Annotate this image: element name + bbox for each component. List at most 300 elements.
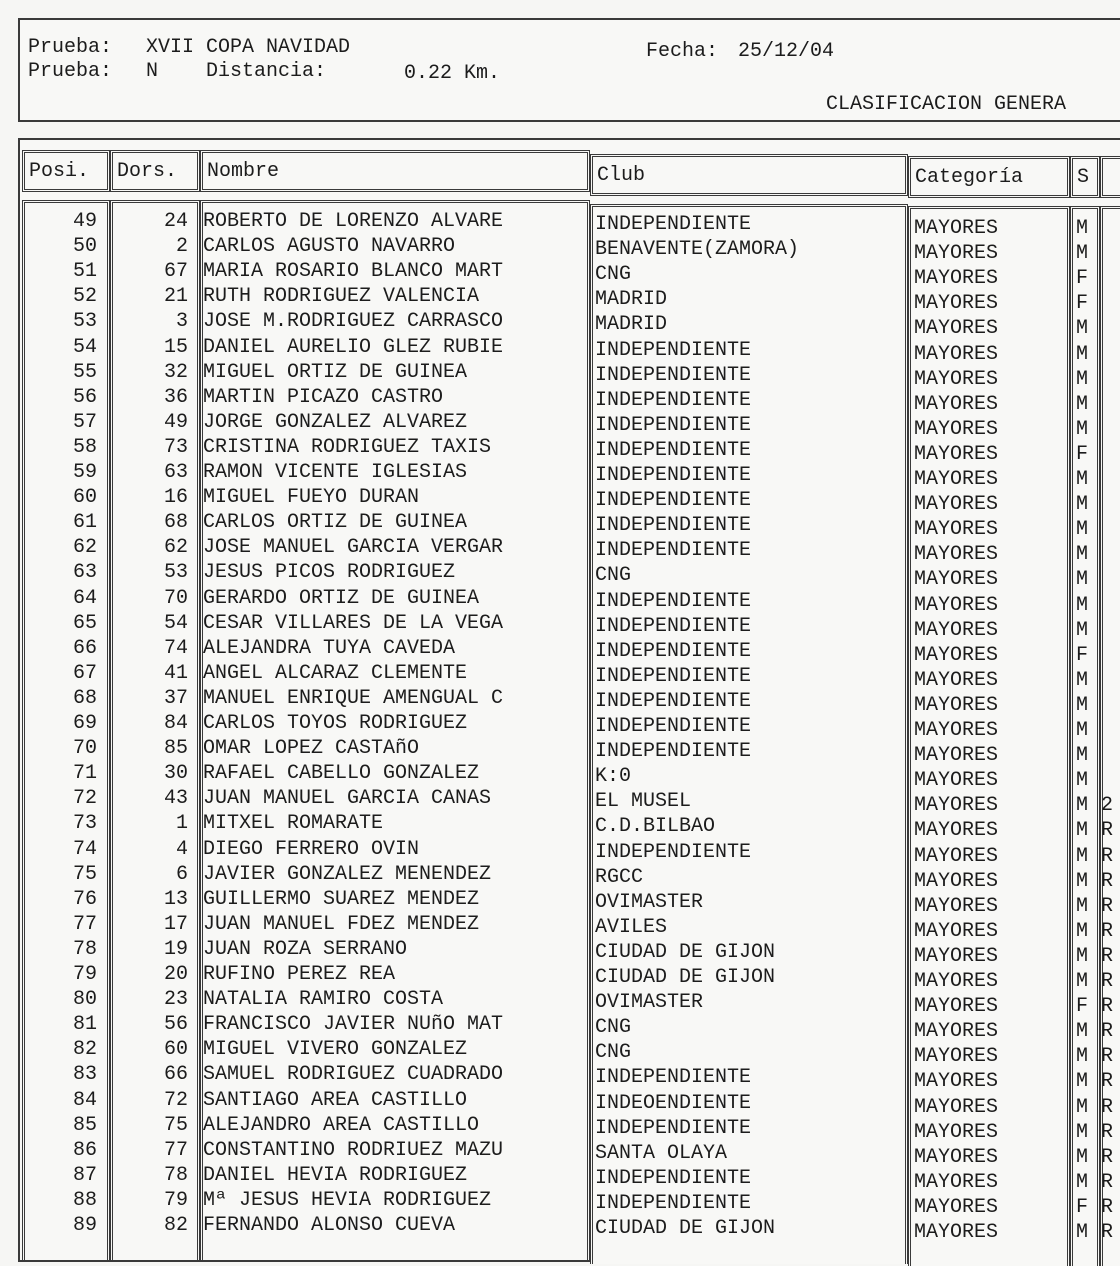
- name-cell: GERARDO ORTIZ DE GUINEA: [203, 586, 480, 610]
- table-row: [0, 285, 1120, 316]
- club-cell: CNG: [595, 564, 632, 588]
- category-cell: MAYORES: [914, 1020, 999, 1044]
- name-cell: JAVIER GONZALEZ MENENDEZ: [203, 862, 492, 886]
- dorsal-cell: 68: [163, 511, 188, 535]
- club-cell: INDEPENDIENTE: [595, 413, 752, 437]
- category-cell: MAYORES: [914, 643, 999, 667]
- club-cell: EL MUSEL: [595, 790, 692, 814]
- club-cell: CIUDAD DE GIJON: [595, 966, 776, 989]
- table-row: [0, 1188, 1120, 1219]
- sex-cell: M: [1076, 518, 1089, 542]
- dorsal-cell: 16: [163, 486, 188, 510]
- position-cell: 79: [72, 963, 97, 986]
- table-row: [0, 636, 1120, 667]
- extra-cell: R: [1101, 1195, 1114, 1219]
- extra-cell: R: [1101, 995, 1114, 1019]
- dorsal-cell: 36: [163, 385, 188, 409]
- extra-cell: R: [1101, 1020, 1114, 1044]
- table-row: [0, 511, 1120, 542]
- club-cell: MADRID: [595, 288, 668, 312]
- table-row: [0, 461, 1120, 491]
- table-row: [0, 937, 1120, 968]
- club-cell: INDEPENDIENTE: [595, 338, 752, 362]
- position-cell: 68: [72, 686, 97, 710]
- table-row: [0, 837, 1120, 868]
- position-cell: 50: [72, 235, 97, 259]
- table-row: [0, 1088, 1120, 1119]
- position-cell: 54: [72, 335, 97, 359]
- category-cell: MAYORES: [914, 1095, 999, 1119]
- sex-cell: M: [1076, 367, 1089, 391]
- sex-cell: F: [1076, 292, 1089, 316]
- dorsal-cell: 17: [163, 912, 188, 936]
- club-cell: OVIMASTER: [595, 890, 704, 914]
- dorsal-cell: 66: [163, 1063, 188, 1087]
- sex-cell: M: [1076, 493, 1089, 517]
- sex-cell: M: [1076, 719, 1089, 742]
- category-cell: MAYORES: [914, 894, 999, 918]
- extra-cell: R: [1101, 1221, 1114, 1244]
- sex-cell: M: [1076, 744, 1089, 768]
- club-cell: INDEPENDIENTE: [595, 715, 752, 738]
- dorsal-cell: 84: [163, 712, 188, 735]
- dorsal-cell: 43: [163, 787, 188, 811]
- extra-cell: R: [1101, 1095, 1114, 1119]
- club-cell: INDEPENDIENTE: [595, 539, 752, 563]
- sex-cell: M: [1076, 1170, 1089, 1194]
- club-cell: INDEPENDIENTE: [595, 1066, 752, 1090]
- sex-cell: M: [1076, 769, 1089, 793]
- table-row: [0, 1163, 1120, 1194]
- table-row: [0, 1214, 1120, 1244]
- position-cell: 52: [72, 285, 97, 309]
- extra-cell: R: [1101, 1120, 1114, 1144]
- sex-cell: M: [1076, 468, 1089, 491]
- name-cell: NATALIA RAMIRO COSTA: [203, 988, 444, 1012]
- sex-cell: F: [1076, 442, 1089, 466]
- table-row: [0, 762, 1120, 793]
- name-cell: Mª JESUS HEVIA RODRIGUEZ: [203, 1188, 492, 1212]
- category-cell: MAYORES: [914, 317, 999, 341]
- category-cell: MAYORES: [914, 919, 999, 943]
- category-cell: MAYORES: [914, 593, 999, 617]
- table-row: [0, 1113, 1120, 1144]
- category-cell: MAYORES: [914, 719, 999, 742]
- dorsal-cell: 82: [163, 1214, 188, 1237]
- sex-cell: M: [1076, 1070, 1089, 1094]
- name-cell: JOSE M.RODRIGUEZ CARRASCO: [203, 310, 504, 334]
- column-header-categoria: Categoría: [908, 156, 1070, 198]
- category-cell: MAYORES: [914, 618, 999, 642]
- dorsal-cell: 23: [163, 988, 188, 1012]
- position-cell: 60: [72, 486, 97, 510]
- table-row: [0, 1063, 1120, 1094]
- position-cell: 80: [72, 988, 97, 1012]
- dorsal-cell: 75: [163, 1113, 188, 1137]
- table-row: [0, 963, 1120, 993]
- dorsal-cell: 62: [163, 536, 188, 560]
- sex-cell: M: [1076, 970, 1089, 993]
- position-cell: 65: [72, 611, 97, 635]
- table-row: [0, 360, 1120, 391]
- position-cell: 59: [72, 461, 97, 484]
- position-cell: 88: [72, 1188, 97, 1212]
- prueba-label-2: Prueba:: [28, 60, 113, 83]
- sex-cell: M: [1076, 1221, 1089, 1244]
- name-cell: DANIEL AURELIO GLEZ RUBIE: [203, 335, 504, 359]
- category-cell: MAYORES: [914, 693, 999, 717]
- position-cell: 64: [72, 586, 97, 610]
- name-cell: CESAR VILLARES DE LA VEGA: [203, 611, 504, 635]
- table-row: [0, 988, 1120, 1019]
- sex-cell: M: [1076, 1045, 1089, 1069]
- name-cell: MARTIN PICAZO CASTRO: [203, 385, 444, 409]
- sex-cell: M: [1076, 593, 1089, 617]
- extra-cell: R: [1101, 844, 1114, 868]
- category-cell: MAYORES: [914, 1170, 999, 1194]
- name-cell: ALEJANDRO AREA CASTILLO: [203, 1113, 480, 1137]
- dorsal-cell: 72: [163, 1088, 188, 1112]
- dorsal-cell: 15: [163, 335, 188, 359]
- club-cell: AVILES: [595, 915, 668, 939]
- category-cell: MAYORES: [914, 1145, 999, 1169]
- sex-cell: M: [1076, 944, 1089, 968]
- club-cell: CNG: [595, 1016, 632, 1040]
- club-cell: INDEPENDIENTE: [595, 639, 752, 663]
- sex-cell: M: [1076, 919, 1089, 943]
- category-cell: MAYORES: [914, 819, 999, 843]
- name-cell: FRANCISCO JAVIER NUñO MAT: [203, 1013, 504, 1037]
- extra-cell: R: [1101, 970, 1114, 993]
- dorsal-cell: 73: [163, 435, 188, 459]
- column-header-nombre: Nombre: [200, 150, 590, 192]
- extra-cell: R: [1101, 894, 1114, 918]
- position-cell: 53: [72, 310, 97, 334]
- position-cell: 71: [72, 762, 97, 786]
- extra-cell: R: [1101, 1145, 1114, 1169]
- dorsal-cell: 2: [175, 235, 188, 259]
- table-row: [0, 335, 1120, 366]
- extra-cell: R: [1101, 869, 1114, 893]
- name-cell: JESUS PICOS RODRIGUEZ: [203, 561, 456, 585]
- category-cell: MAYORES: [914, 970, 999, 993]
- sex-cell: M: [1076, 342, 1089, 366]
- dorsal-cell: 4: [175, 837, 188, 861]
- sex-cell: M: [1076, 618, 1089, 642]
- position-cell: 74: [72, 837, 97, 861]
- table-row: [0, 912, 1120, 943]
- sex-cell: M: [1076, 417, 1089, 441]
- sex-cell: M: [1076, 568, 1089, 592]
- sex-cell: M: [1076, 1120, 1089, 1144]
- table-row: [0, 787, 1120, 818]
- name-cell: CARLOS AGUSTO NAVARRO: [203, 235, 456, 259]
- table-row: [0, 712, 1120, 742]
- position-cell: 62: [72, 536, 97, 560]
- position-cell: 81: [72, 1013, 97, 1037]
- name-cell: RUFINO PEREZ REA: [203, 963, 396, 986]
- dorsal-cell: 70: [163, 586, 188, 610]
- position-cell: 63: [72, 561, 97, 585]
- club-cell: INDEPENDIENTE: [595, 589, 752, 613]
- table-row: [0, 586, 1120, 617]
- name-cell: ROBERTO DE LORENZO ALVARE: [203, 210, 504, 233]
- table-row: [0, 661, 1120, 692]
- extra-cell: R: [1101, 1070, 1114, 1094]
- position-cell: 67: [72, 661, 97, 685]
- club-cell: INDEPENDIENTE: [595, 689, 752, 713]
- dorsal-cell: 54: [163, 611, 188, 635]
- section-title: CLASIFICACION GENERA: [826, 93, 1067, 116]
- category-cell: MAYORES: [914, 1221, 999, 1244]
- race-distance: 0.22 Km.: [404, 62, 501, 85]
- name-cell: RAMON VICENTE IGLESIAS: [203, 461, 468, 484]
- name-cell: JUAN MANUEL GARCIA CANAS: [203, 787, 492, 811]
- sex-cell: M: [1076, 1145, 1089, 1169]
- category-cell: MAYORES: [914, 995, 999, 1019]
- club-cell: INDEPENDIENTE: [595, 840, 752, 864]
- club-cell: INDEPENDIENTE: [595, 363, 752, 387]
- table-row: [0, 737, 1120, 768]
- name-cell: CRISTINA RODRIGUEZ TAXIS: [203, 435, 492, 459]
- table-row: [0, 310, 1120, 341]
- category-cell: MAYORES: [914, 568, 999, 592]
- dorsal-cell: 6: [175, 862, 188, 886]
- sex-cell: F: [1076, 1195, 1089, 1219]
- name-cell: ALEJANDRA TUYA CAVEDA: [203, 636, 456, 660]
- category-cell: MAYORES: [914, 342, 999, 366]
- category-cell: MAYORES: [914, 1070, 999, 1094]
- name-cell: JUAN MANUEL FDEZ MENDEZ: [203, 912, 480, 936]
- name-cell: DIEGO FERRERO OVIN: [203, 837, 420, 861]
- sex-cell: M: [1076, 217, 1089, 240]
- dorsal-cell: 41: [163, 661, 188, 685]
- table-row: [0, 410, 1120, 441]
- sex-cell: F: [1076, 267, 1089, 291]
- race-date: 25/12/04: [738, 40, 835, 63]
- position-cell: 73: [72, 812, 97, 836]
- position-cell: 55: [72, 360, 97, 384]
- sex-cell: M: [1076, 317, 1089, 341]
- category-cell: MAYORES: [914, 442, 999, 466]
- category-cell: MAYORES: [914, 869, 999, 893]
- extra-cell: R: [1101, 819, 1114, 843]
- name-cell: CONSTANTINO RODRIUEZ MAZU: [203, 1138, 504, 1162]
- extra-cell: R: [1101, 919, 1114, 943]
- table-row: [0, 611, 1120, 642]
- dorsal-cell: 32: [163, 360, 188, 384]
- category-cell: MAYORES: [914, 417, 999, 441]
- club-cell: INDEPENDIENTE: [595, 1191, 752, 1215]
- column-header-posicion: Posi.: [22, 150, 110, 192]
- sex-cell: M: [1076, 844, 1089, 868]
- dorsal-cell: 24: [163, 210, 188, 233]
- club-cell: INDEPENDIENTE: [595, 464, 752, 487]
- sex-cell: M: [1076, 1020, 1089, 1044]
- club-cell: INDEPENDIENTE: [595, 213, 752, 236]
- category-cell: MAYORES: [914, 744, 999, 768]
- sex-cell: M: [1076, 392, 1089, 416]
- category-cell: MAYORES: [914, 668, 999, 692]
- position-cell: 76: [72, 887, 97, 911]
- table-row: [0, 235, 1120, 266]
- club-cell: CNG: [595, 263, 632, 287]
- position-cell: 86: [72, 1138, 97, 1162]
- category-cell: MAYORES: [914, 844, 999, 868]
- table-row: [0, 812, 1120, 843]
- category-cell: MAYORES: [914, 543, 999, 567]
- category-cell: MAYORES: [914, 518, 999, 542]
- category-cell: MAYORES: [914, 267, 999, 291]
- category-cell: MAYORES: [914, 292, 999, 316]
- club-cell: INDEPENDIENTE: [595, 514, 752, 538]
- table-row: [0, 1013, 1120, 1044]
- position-cell: 57: [72, 410, 97, 434]
- club-cell: INDEPENDIENTE: [595, 489, 752, 513]
- name-cell: MIGUEL ORTIZ DE GUINEA: [203, 360, 468, 384]
- dorsal-cell: 37: [163, 686, 188, 710]
- name-cell: MITXEL ROMARATE: [203, 812, 384, 836]
- category-cell: MAYORES: [914, 794, 999, 818]
- position-cell: 61: [72, 511, 97, 535]
- dorsal-cell: 21: [163, 285, 188, 309]
- club-cell: RGCC: [595, 865, 644, 889]
- position-cell: 77: [72, 912, 97, 936]
- extra-cell: R: [1101, 1045, 1114, 1069]
- category-cell: MAYORES: [914, 367, 999, 391]
- position-cell: 75: [72, 862, 97, 886]
- table-row: [0, 862, 1120, 893]
- name-cell: FERNANDO ALONSO CUEVA: [203, 1214, 456, 1237]
- dorsal-cell: 56: [163, 1013, 188, 1037]
- sex-cell: M: [1076, 794, 1089, 818]
- name-cell: JUAN ROZA SERRANO: [203, 937, 408, 961]
- table-row: [0, 260, 1120, 291]
- name-cell: JORGE GONZALEZ ALVAREZ: [203, 410, 468, 434]
- dorsal-cell: 67: [163, 260, 188, 284]
- position-cell: 84: [72, 1088, 97, 1112]
- club-cell: INDEPENDIENTE: [595, 1166, 752, 1190]
- club-cell: INDEPENDIENTE: [595, 1116, 752, 1140]
- position-cell: 66: [72, 636, 97, 660]
- club-cell: CIUDAD DE GIJON: [595, 940, 776, 964]
- name-cell: SAMUEL RODRIGUEZ CUADRADO: [203, 1063, 504, 1087]
- category-cell: MAYORES: [914, 242, 999, 266]
- category-cell: MAYORES: [914, 1045, 999, 1069]
- club-cell: SANTA OLAYA: [595, 1141, 728, 1165]
- dorsal-cell: 1: [175, 812, 188, 836]
- name-cell: MARIA ROSARIO BLANCO MART: [203, 260, 504, 284]
- dorsal-cell: 79: [163, 1188, 188, 1212]
- name-cell: GUILLERMO SUAREZ MENDEZ: [203, 887, 480, 911]
- column-header-sexo: S: [1070, 156, 1100, 198]
- position-cell: 83: [72, 1063, 97, 1087]
- name-cell: JOSE MANUEL GARCIA VERGAR: [203, 536, 504, 560]
- dorsal-cell: 19: [163, 937, 188, 961]
- name-cell: RAFAEL CABELLO GONZALEZ: [203, 762, 480, 786]
- sex-cell: M: [1076, 543, 1089, 567]
- dorsal-cell: 78: [163, 1163, 188, 1187]
- club-cell: C.D.BILBAO: [595, 815, 716, 839]
- dorsal-cell: 13: [163, 887, 188, 911]
- category-cell: MAYORES: [914, 1195, 999, 1219]
- club-cell: INDEPENDIENTE: [595, 664, 752, 688]
- name-cell: MIGUEL FUEYO DURAN: [203, 486, 420, 510]
- table-row: [0, 887, 1120, 918]
- name-cell: CARLOS ORTIZ DE GUINEA: [203, 511, 468, 535]
- club-cell: INDEPENDIENTE: [595, 614, 752, 638]
- position-cell: 58: [72, 435, 97, 459]
- position-cell: 72: [72, 787, 97, 811]
- club-cell: MADRID: [595, 313, 668, 337]
- name-cell: OMAR LOPEZ CASTAñO: [203, 737, 420, 761]
- name-cell: MIGUEL VIVERO GONZALEZ: [203, 1038, 468, 1062]
- category-cell: MAYORES: [914, 769, 999, 793]
- category-cell: MAYORES: [914, 493, 999, 517]
- position-cell: 70: [72, 737, 97, 761]
- dorsal-cell: 3: [175, 310, 188, 334]
- club-cell: K:0: [595, 765, 632, 789]
- position-cell: 87: [72, 1163, 97, 1187]
- dorsal-cell: 49: [163, 410, 188, 434]
- sex-cell: F: [1076, 995, 1089, 1019]
- sex-cell: M: [1076, 894, 1089, 918]
- race-name: XVII COPA NAVIDAD: [146, 36, 351, 59]
- extra-cell: R: [1101, 1170, 1114, 1194]
- position-cell: 69: [72, 712, 97, 735]
- name-cell: SANTIAGO AREA CASTILLO: [203, 1088, 468, 1112]
- club-cell: INDEPENDIENTE: [595, 388, 752, 412]
- name-cell: DANIEL HEVIA RODRIGUEZ: [203, 1163, 468, 1187]
- category-cell: MAYORES: [914, 944, 999, 968]
- sex-cell: M: [1076, 693, 1089, 717]
- name-cell: CARLOS TOYOS RODRIGUEZ: [203, 712, 468, 735]
- fecha-label: Fecha:: [646, 40, 719, 63]
- column-header-dorsal: Dors.: [110, 150, 200, 192]
- table-row: [0, 385, 1120, 416]
- position-cell: 51: [72, 260, 97, 284]
- club-cell: OVIMASTER: [595, 991, 704, 1015]
- position-cell: 56: [72, 385, 97, 409]
- club-cell: CNG: [595, 1041, 632, 1065]
- category-cell: MAYORES: [914, 392, 999, 416]
- category-cell: MAYORES: [914, 217, 999, 240]
- dorsal-cell: 30: [163, 762, 188, 786]
- position-cell: 89: [72, 1214, 97, 1237]
- sex-cell: M: [1076, 242, 1089, 266]
- category-cell: MAYORES: [914, 468, 999, 491]
- table-row: [0, 1038, 1120, 1069]
- name-cell: ANGEL ALCARAZ CLEMENTE: [203, 661, 468, 685]
- sex-cell: M: [1076, 819, 1089, 843]
- extra-cell: R: [1101, 944, 1114, 968]
- table-row: [0, 686, 1120, 717]
- table-row: [0, 435, 1120, 466]
- position-cell: 78: [72, 937, 97, 961]
- table-row: [0, 536, 1120, 567]
- table-row: [0, 210, 1120, 240]
- club-cell: BENAVENTE(ZAMORA): [595, 238, 800, 262]
- sex-cell: M: [1076, 668, 1089, 692]
- column-header-club: Club: [590, 154, 908, 196]
- dorsal-cell: 63: [163, 461, 188, 484]
- position-cell: 85: [72, 1113, 97, 1137]
- club-cell: INDEOENDIENTE: [595, 1091, 752, 1115]
- dorsal-cell: 77: [163, 1138, 188, 1162]
- sex-cell: M: [1076, 1095, 1089, 1119]
- dorsal-cell: 53: [163, 561, 188, 585]
- position-cell: 82: [72, 1038, 97, 1062]
